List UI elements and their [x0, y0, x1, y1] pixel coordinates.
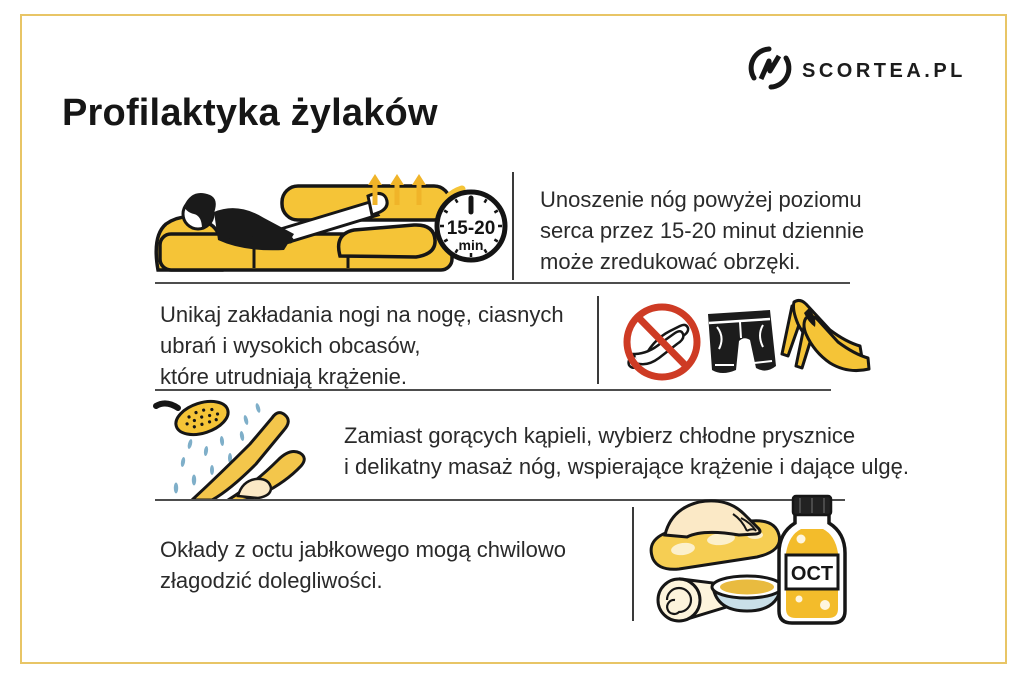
text-line: i delikatny masaż nóg, wspierające krążenie i dające ulgę.	[344, 454, 909, 479]
hand-icon	[665, 501, 760, 537]
bowl-icon	[712, 576, 782, 611]
avoid-items-illustration	[620, 296, 875, 388]
tight-shorts-icon	[708, 310, 776, 373]
divider-vertical-section1	[512, 172, 514, 280]
text-line: Unikaj zakładania nogi na nogę, ciasnych	[160, 302, 564, 327]
bottle-label: OCT	[790, 563, 834, 585]
text-line: ubrań i wysokich obcasów,	[160, 333, 421, 358]
text-line: może zredukować obrzęki.	[540, 249, 801, 274]
text-line: Zamiast gorących kąpieli, wybierz chłodne prysznice	[344, 423, 856, 448]
shower-head-icon	[172, 396, 233, 441]
vinegar-bottle-icon	[779, 496, 845, 623]
timer-icon	[430, 185, 512, 267]
divider-horizontal-2	[155, 389, 831, 391]
prohibition-icon	[627, 307, 697, 377]
brand-logo	[748, 46, 966, 90]
text-line: złagodzić dolegliwości.	[160, 568, 383, 593]
divider-horizontal-1	[155, 282, 850, 284]
page-title: Profilaktyka żylaków	[62, 92, 438, 134]
high-heels-icon	[782, 300, 869, 370]
up-arrows-icon	[368, 174, 428, 206]
timer-range-label: 15-20	[446, 218, 496, 239]
section3-text	[344, 420, 944, 482]
text-line: Okłady z octu jabłkowego mogą chwilowo	[160, 537, 566, 562]
divider-vertical-section4	[632, 507, 634, 621]
shower-massage-illustration	[150, 396, 335, 501]
brand-name: SCORTEA.PL	[802, 59, 966, 82]
scortea-logo-icon	[748, 46, 792, 90]
text-line: które utrudniają krążenie.	[160, 364, 408, 389]
divider-vertical-section2	[597, 296, 599, 384]
section2-text	[160, 299, 610, 392]
vinegar-compress-illustration	[643, 487, 848, 627]
text-line: serca przez 15-20 minut dziennie	[540, 218, 865, 243]
section1-text	[540, 184, 880, 277]
text-line: Unoszenie nóg powyżej poziomu	[540, 187, 862, 212]
timer-unit-label: min	[458, 237, 484, 253]
section4-text	[160, 534, 630, 596]
